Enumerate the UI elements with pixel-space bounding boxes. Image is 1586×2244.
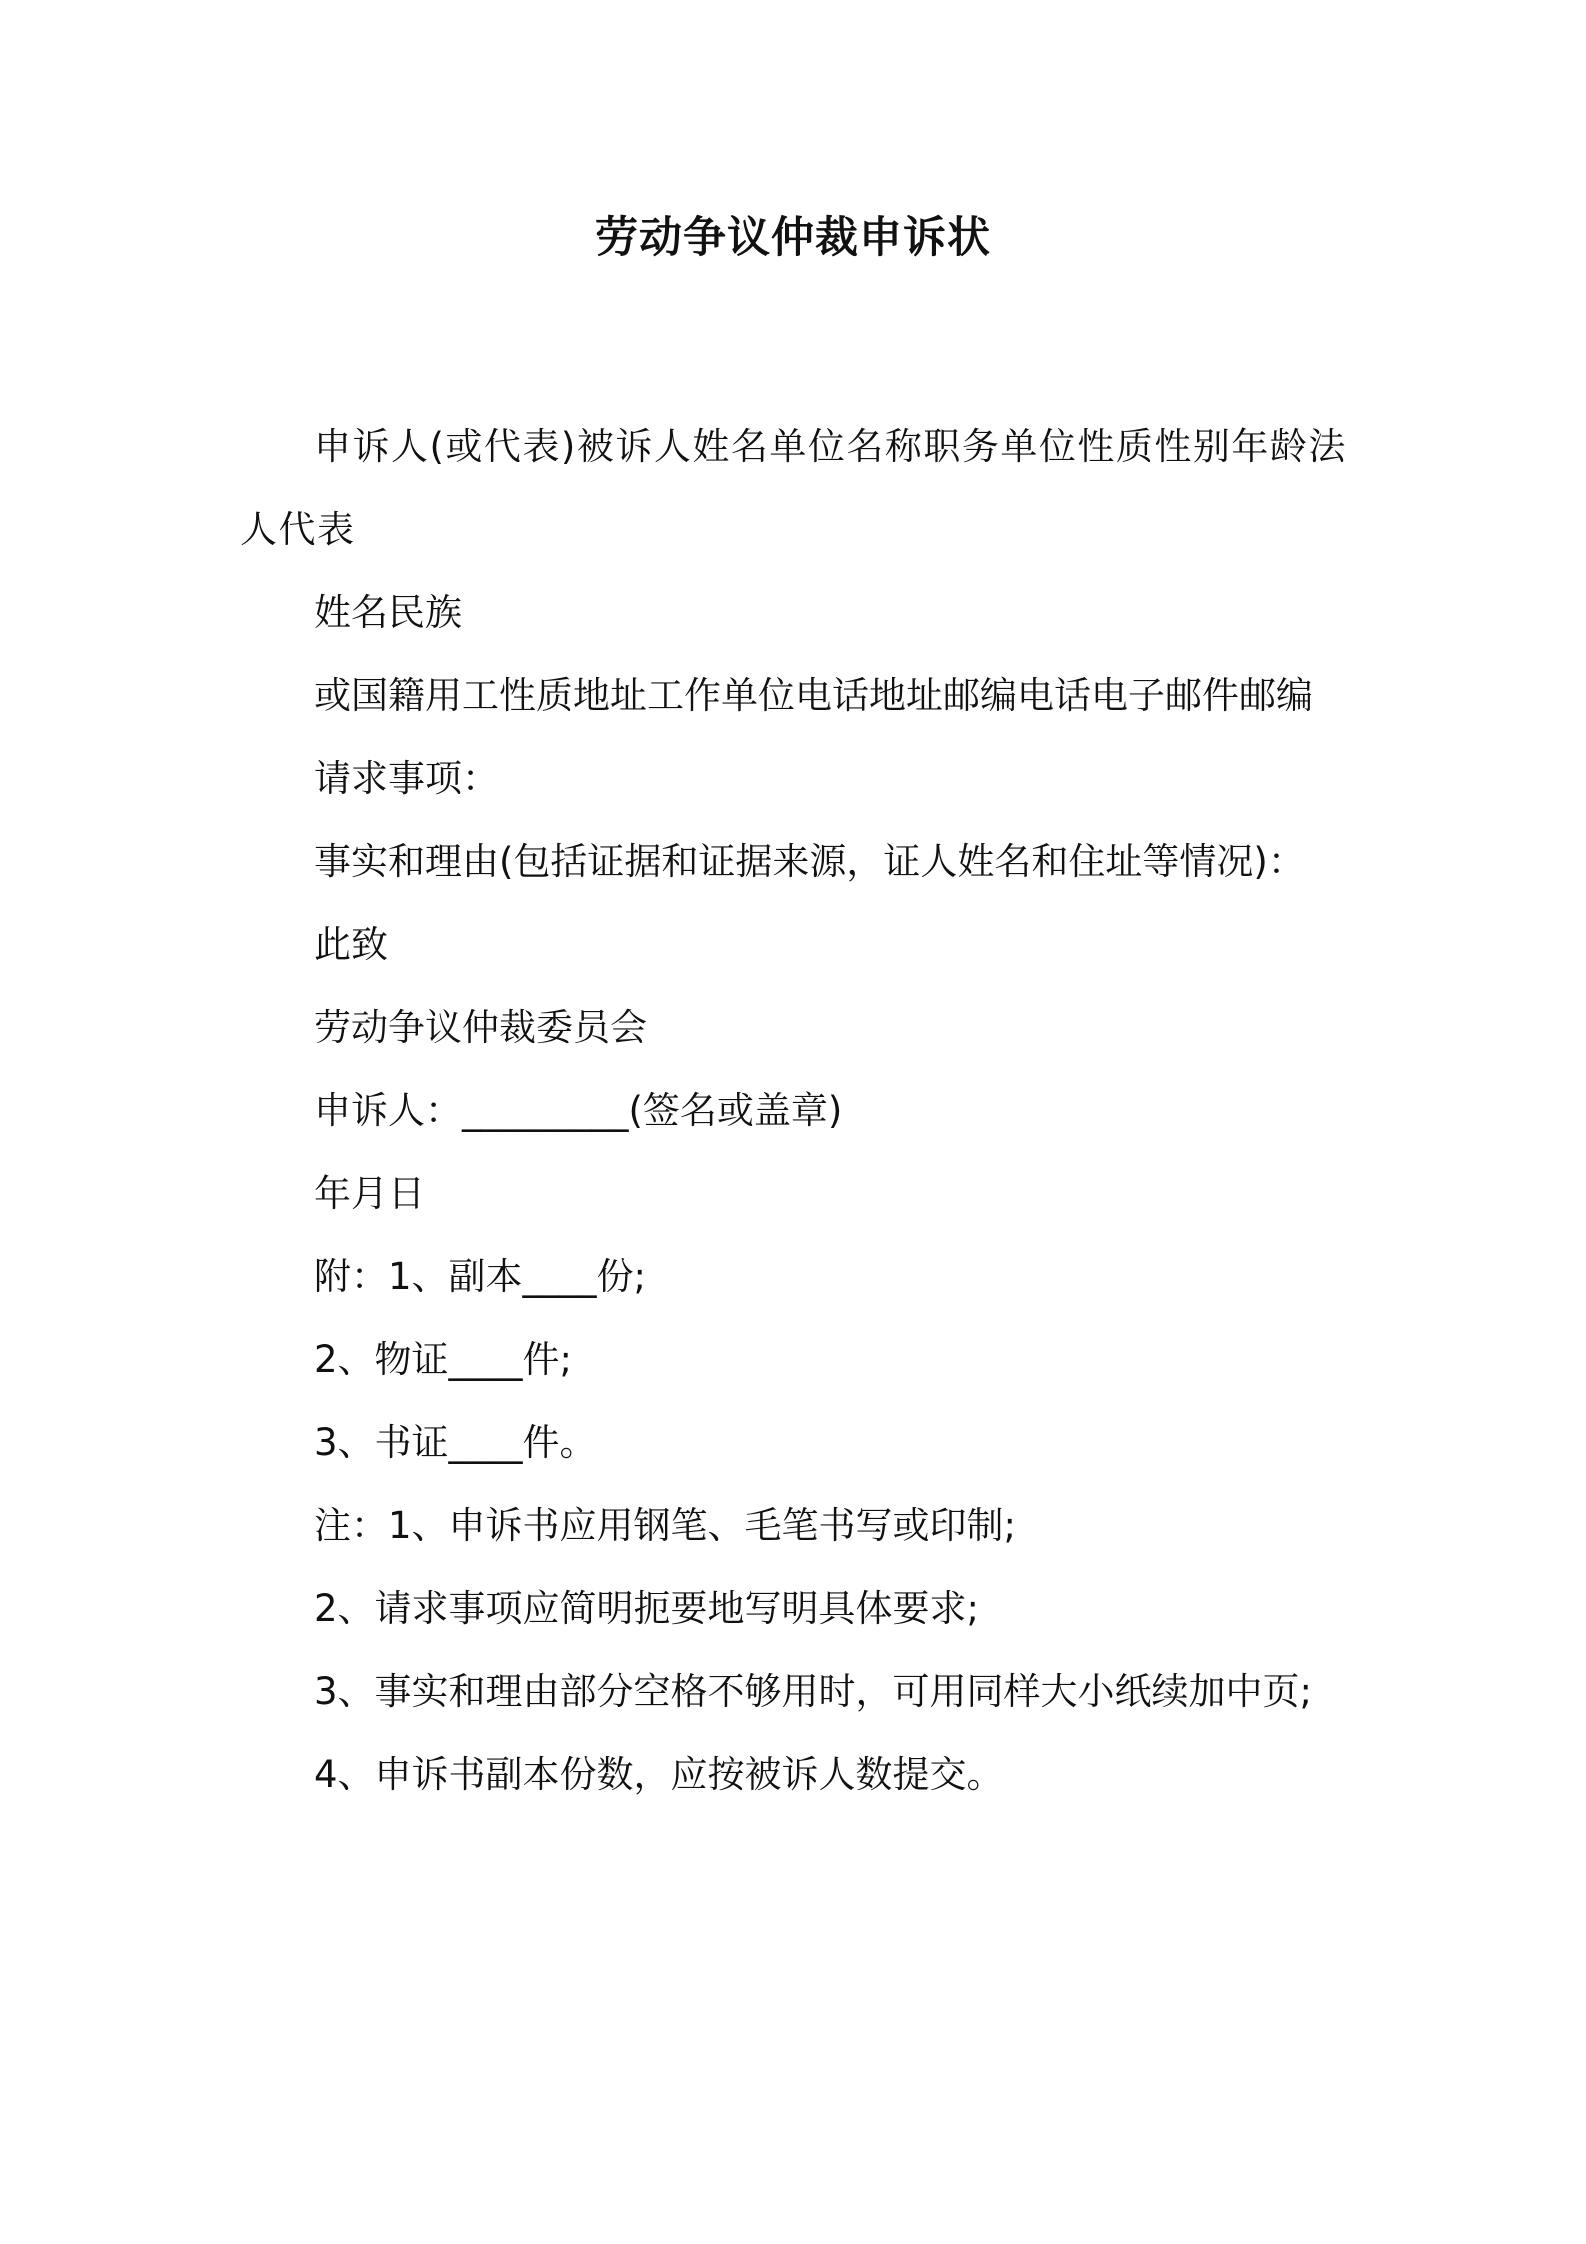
- document-title: 劳动争议仲裁申诉状: [595, 213, 991, 263]
- attachment-documentary-evidence: 3、书证____件。: [314, 1421, 597, 1464]
- name-ethnicity-line: 姓名民族: [314, 591, 462, 634]
- recipient-committee: 劳动争议仲裁委员会: [314, 1006, 647, 1049]
- signature-line: 申诉人：_________(签名或盖章): [314, 1089, 843, 1132]
- attachment-physical-evidence: 2、物证____件;: [314, 1338, 573, 1381]
- date-line: 年月日: [314, 1172, 425, 1215]
- claims-heading: 请求事项：: [314, 757, 499, 800]
- parties-info-paragraph: 申诉人(或代表)被诉人姓名单位名称职务单位性质性别年龄法人代表: [240, 425, 1347, 551]
- facts-reasons-heading: 事实和理由(包括证据和证据来源，证人姓名和住址等情况)：: [314, 840, 1305, 883]
- nationality-address-line: 或国籍用工性质地址工作单位电话地址邮编电话电子邮件邮编: [314, 674, 1313, 717]
- document-body: [240, 405, 1360, 1816]
- note-4: 4、申诉书副本份数，应按被诉人数提交。: [314, 1753, 1004, 1796]
- attachment-copies: 附：1、副本____份;: [314, 1255, 647, 1298]
- salutation: 此致: [314, 923, 388, 966]
- note-3: 3、事实和理由部分空格不够用时，可用同样大小纸续加中页;: [314, 1670, 1313, 1713]
- note-2: 2、请求事项应简明扼要地写明具体要求;: [314, 1587, 980, 1630]
- note-1: 注：1、申诉书应用钢笔、毛笔书写或印制;: [314, 1504, 1017, 1547]
